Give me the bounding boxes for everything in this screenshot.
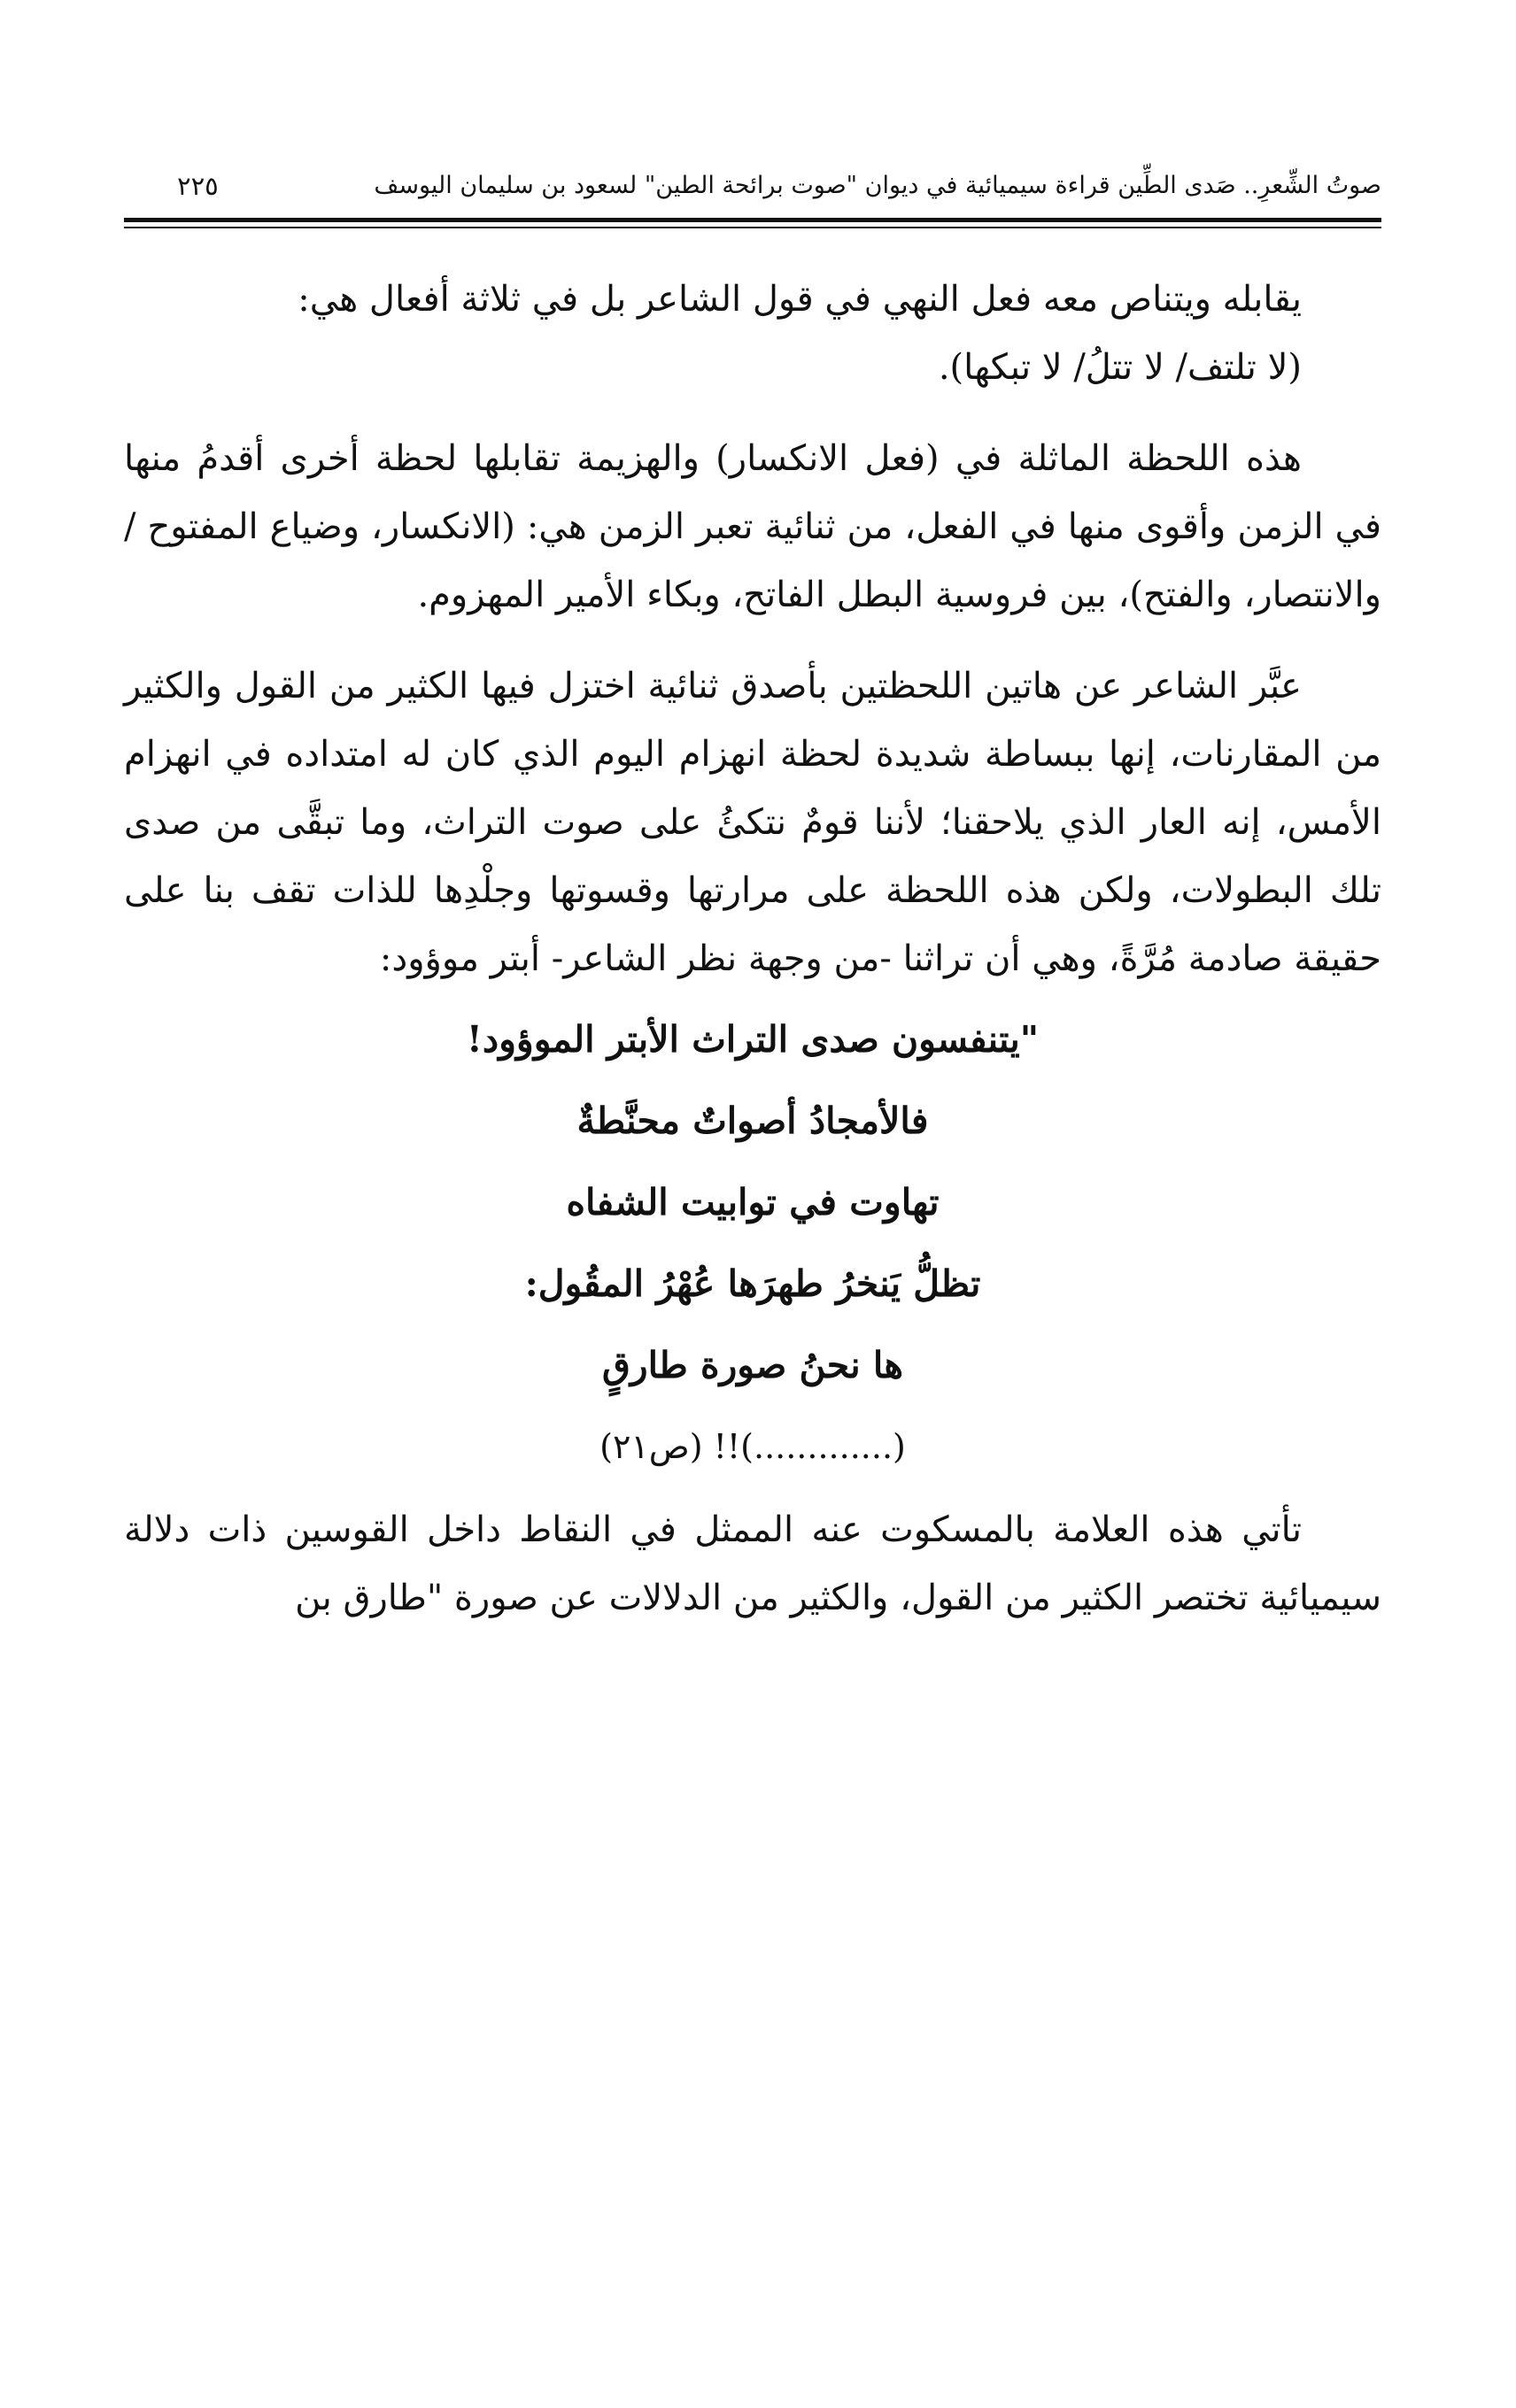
poem-line: "يتنفسون صدى التراث الأبتر الموؤود! [466, 1018, 1040, 1061]
paragraph-gap [124, 629, 1381, 652]
paragraph-intro: يقابله ويتناص معه فعل النهي في قول الشاعر بل في ثلاثة أفعال هي: [298, 279, 1302, 320]
poem-line: تهاوت في توابيت الشفاه [566, 1181, 940, 1223]
paragraph-moment: هذه اللحظة الماثلة في (فعل الانكسار) والهزيمة تقابلها لحظة أخرى أقدمُ منها في الزمن وأقوى منها في الفعل، من ثنائية تعبر الزمن هي: (الانكسار، وضياع المفتوح / والانتصار، والفتح)، بين فروسية البطل الفاتح، وبكاء الأمير المهزوم. [124, 438, 1381, 615]
paragraph-gap [124, 402, 1381, 425]
page-number: ٢٢٥ [177, 171, 219, 201]
paragraph-verbs: (لا تلتف/ لا تتلُ/ لا تبكها). [938, 347, 1302, 388]
poem-citation: (.............)!! (ص٢١) [599, 1427, 906, 1466]
running-title: صوتُ الشِّعرِ.. صَدى الطِّين قراءة سيميائية في ديوان "صوت برائحة الطين" لسعود بن سليمان اليوسف [374, 172, 1381, 199]
poem-line: فالأمجادُ أصواتٌ محنَّطةٌ [576, 1100, 929, 1142]
poem-quote [124, 999, 1381, 1487]
poem-line: تظلُّ يَنخرُ طهرَها عُهْرُ المقُول: [524, 1262, 981, 1305]
poem-line: ها نحنُ صورة طارقٍ [601, 1344, 904, 1386]
paragraph-duality: عبَّر الشاعر عن هاتين اللحظتين بأصدق ثنائية اختزل فيها الكثير من القول والكثير من المقارنات، إنها ببساطة شديدة لحظة انهزام اليوم الذي كان له امتداده في انهزام الأمس، إنه العار الذي يلاحقنا؛ لأننا قومٌ نتكئُ على صوت التراث، وما تبقَّى من صدى تلك البطولات، ولكن هذه اللحظة على مرارتها وقسوتها وجلْدِها للذات تقف بنا على حقيقة صادمة مُرَّةً، وهي أن تراثنا -من وجهة نظر الشاعر- أبتر موؤود: [124, 666, 1381, 979]
paragraph-closing: تأتي هذه العلامة بالمسكوت عنه الممثل في النقاط داخل القوسين ذات دلالة سيميائية تختصر الكثير من القول، والكثير من الدلالات عن صورة "طارق بن [124, 1509, 1381, 1618]
body-text [124, 266, 1381, 1632]
header-rule-thin [124, 227, 1381, 228]
header-rule-thick [124, 218, 1381, 222]
book-page [124, 133, 1381, 2275]
page-header [124, 150, 1381, 204]
